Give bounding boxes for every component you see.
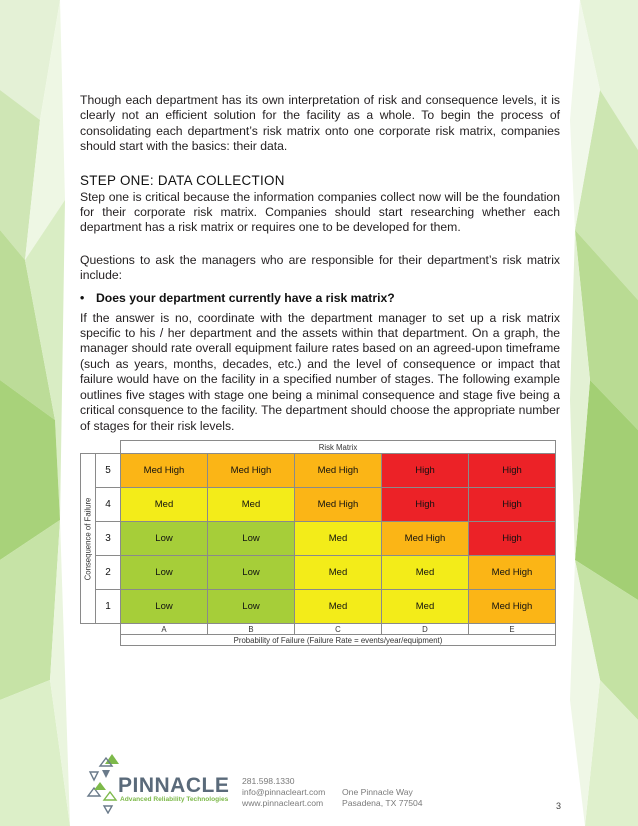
risk-cell: Med (295, 590, 382, 624)
risk-cell: High (382, 454, 469, 488)
consequence-level: 2 (96, 556, 121, 590)
bullet-text: Does your department currently have a risk matrix? (96, 290, 395, 305)
risk-cell: Med High (469, 556, 556, 590)
address-line-1: One Pinnacle Way (342, 787, 413, 797)
risk-cell: Med (382, 556, 469, 590)
bullet-dot: • (80, 290, 85, 305)
company-tagline: Advanced Reliability Technologies (120, 796, 229, 803)
address-block (342, 787, 423, 809)
risk-cell: Low (208, 556, 295, 590)
consequence-level: 1 (96, 590, 121, 624)
corner-blank (96, 441, 121, 454)
main-content (80, 93, 560, 434)
risk-cell: Med High (208, 454, 295, 488)
phone-number: 281.598.1330 (242, 776, 295, 786)
risk-cell: Med (295, 522, 382, 556)
column-label-e: E (469, 624, 556, 635)
consequence-level: 5 (96, 454, 121, 488)
risk-cell: Low (208, 590, 295, 624)
step-one-paragraph: Step one is critical because the information companies collect now will be the foundation for their corporate risk matrix. Companies should start researching whether each department has a risk matrix or requires one to be developed for them. (80, 189, 560, 235)
risk-cell: Med High (382, 522, 469, 556)
y-axis-label (81, 454, 96, 624)
risk-cell: Med High (469, 590, 556, 624)
footer (80, 752, 570, 812)
risk-cell: Med (382, 590, 469, 624)
website-link[interactable]: www.pinnacleart.com (242, 798, 324, 808)
questions-paragraph: Questions to ask the managers who are responsible for their department’s risk matrix include: (80, 252, 560, 283)
risk-cell: Med High (121, 454, 208, 488)
risk-cell: High (469, 454, 556, 488)
matrix-title: Risk Matrix (121, 441, 556, 454)
page-number: 3 (556, 801, 562, 811)
consequence-level: 3 (96, 522, 121, 556)
address-line-2: Pasadena, TX 77504 (342, 798, 423, 808)
risk-cell: Med High (295, 488, 382, 522)
column-label-b: B (208, 624, 295, 635)
intro-paragraph: Though each department has its own interpretation of risk and consequence levels, it is clearly not an efficient solution for the facility as a whole. To begin the process of consolidating each department’s risk matrix onto one corporate risk matrix, companies should start with the basics: their data. (80, 93, 560, 154)
column-label-c: C (295, 624, 382, 635)
risk-cell: Low (121, 556, 208, 590)
answer-paragraph: If the answer is no, coordinate with the department manager to set up a risk matrix specific to his / her department and the assets within that department. On a graph, the manager should rate overall equipment failure rates based on an agreed-upon timeframe (such as years, months, decades, etc.) and the level of consequence or impact that failure would have on the facility in a specified number of stages. The following example outlines five stages with stage one being a minimal consequence and stage five being a critical consquence to the facility. The department should choose the appropriate number of stages for their risk levels. (80, 310, 560, 433)
risk-cell: Med (208, 488, 295, 522)
risk-cell: Low (121, 522, 208, 556)
section-heading: STEP ONE: DATA COLLECTION (80, 172, 285, 188)
contact-block (242, 776, 325, 809)
matrix-row (81, 522, 556, 556)
risk-cell: High (469, 488, 556, 522)
matrix-row (81, 556, 556, 590)
risk-cell: Low (208, 522, 295, 556)
risk-cell: High (382, 488, 469, 522)
risk-matrix (80, 440, 556, 646)
matrix-row (81, 590, 556, 624)
risk-cell: Low (121, 590, 208, 624)
y-axis-label-text: Consequence of Failure (83, 497, 93, 580)
corner-blank (81, 441, 96, 454)
matrix-row (81, 488, 556, 522)
column-label-d: D (382, 624, 469, 635)
matrix-row (81, 454, 556, 488)
risk-cell: High (469, 522, 556, 556)
consequence-level: 4 (96, 488, 121, 522)
risk-matrix-table (80, 440, 556, 646)
x-axis-label: Probability of Failure (Failure Rate = events/year/equipment) (121, 635, 556, 646)
risk-cell: Med (121, 488, 208, 522)
company-name: PINNACLE (118, 774, 230, 797)
risk-cell: Med High (295, 454, 382, 488)
risk-cell: Med (295, 556, 382, 590)
bullet-question (80, 290, 560, 306)
column-label-a: A (121, 624, 208, 635)
email-link[interactable]: info@pinnacleart.com (242, 787, 326, 797)
